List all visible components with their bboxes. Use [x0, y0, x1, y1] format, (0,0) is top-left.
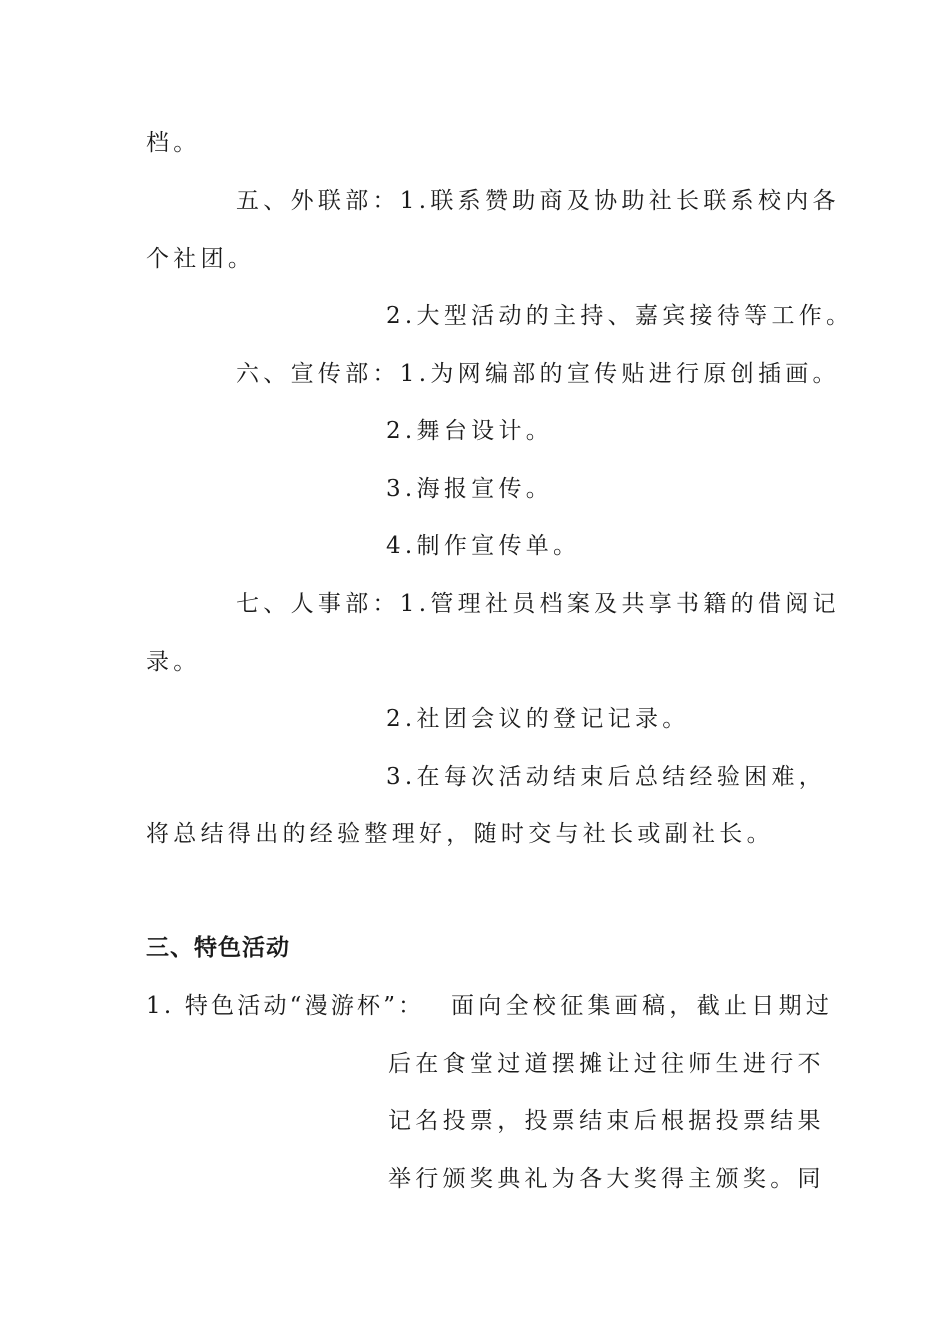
text-line: 将总结得出的经验整理好，随时交与社长或副社长。 [146, 821, 774, 847]
text-line: 2.社团会议的登记记录。 [386, 706, 690, 732]
text-line: 4.制作宣传单。 [386, 533, 581, 559]
text-line: 2.舞台设计。 [386, 418, 554, 444]
text-line: 五、外联部：1.联系赞助商及协助社长联系校内各 [236, 188, 840, 214]
activity-text-line: 举行颁奖典礼为各大奖得主颁奖。同 [388, 1166, 825, 1192]
activity-text-line: 后在食堂过道摆摊让过往师生进行不 [388, 1051, 825, 1077]
activity-text-line: 记名投票，投票结束后根据投票结果 [388, 1108, 825, 1134]
text-line: 3.海报宣传。 [386, 476, 554, 502]
activity-label: 1. 特色活动“漫游杯”： [146, 993, 425, 1019]
section-heading: 三、特色活动 [146, 935, 290, 961]
activity-text-line: 面向全校征集画稿，截止日期过 [451, 993, 834, 1019]
text-line: 档。 [146, 130, 201, 156]
text-line: 个社团。 [146, 246, 256, 272]
text-line: 3.在每次活动结束后总结经验困难， [386, 764, 827, 790]
text-line: 2.大型活动的主持、嘉宾接待等工作。 [386, 303, 854, 329]
text-line: 六、宣传部：1.为网编部的宣传贴进行原创插画。 [236, 361, 840, 387]
text-line: 七、人事部：1.管理社员档案及共享书籍的借阅记 [236, 591, 840, 617]
text-line: 录。 [146, 649, 201, 675]
